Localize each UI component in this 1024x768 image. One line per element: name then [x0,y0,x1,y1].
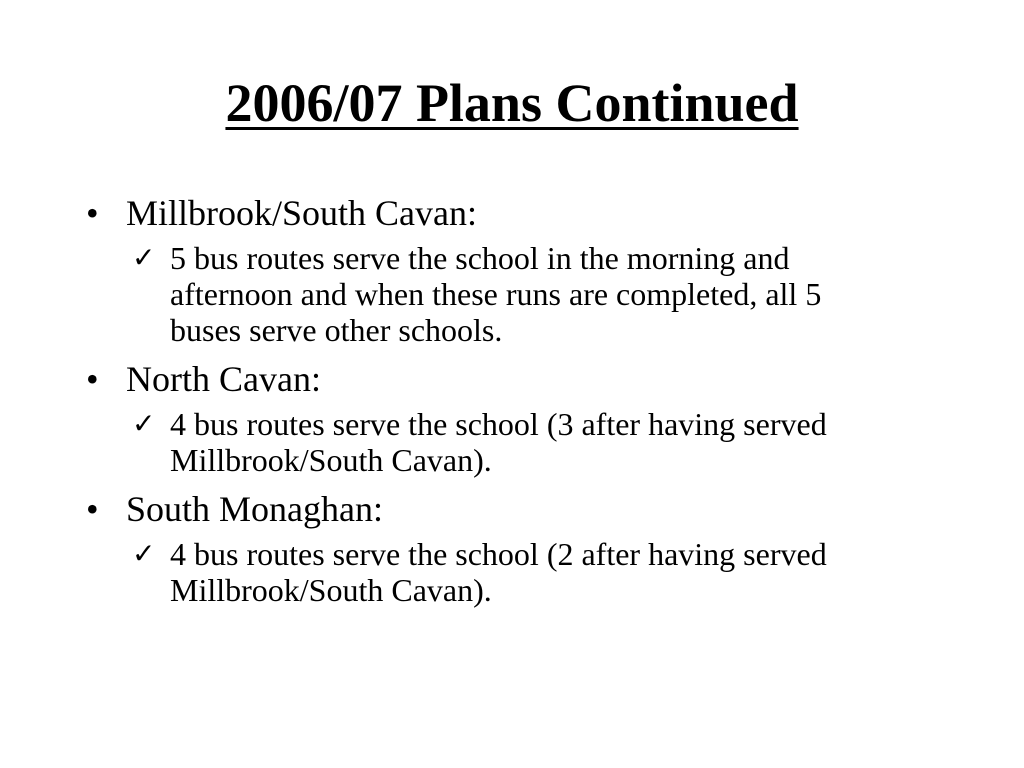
sub-item-north-cavan [132,406,832,478]
bullet-item-north-cavan [86,356,906,402]
checkmark-icon: ✓ [132,537,156,570]
sub-item-text: 5 bus routes serve the school in the morning and afternoon and when these runs are completed, all 5 buses serve other schools. [170,240,822,348]
bullet-heading: South Monaghan: [126,489,383,529]
bullet-item-south-monaghan [86,486,906,532]
sub-item-text: 4 bus routes serve the school (2 after having served Millbrook/South Cavan). [170,536,827,608]
bullet-item-millbrook [86,190,906,236]
bullet-icon: • [86,359,99,399]
sub-item-south-monaghan [132,536,832,608]
bullet-heading: North Cavan: [126,359,321,399]
slide-title-text: 2006/07 Plans Continued [225,73,799,133]
slide-title [0,70,1024,136]
sub-item-text: 4 bus routes serve the school (3 after having served Millbrook/South Cavan). [170,406,827,478]
slide-content [86,190,906,616]
bullet-icon: • [86,193,99,233]
checkmark-icon: ✓ [132,241,156,274]
bullet-heading: Millbrook/South Cavan: [126,193,477,233]
checkmark-icon: ✓ [132,407,156,440]
sub-item-millbrook [132,240,832,348]
bullet-icon: • [86,489,99,529]
